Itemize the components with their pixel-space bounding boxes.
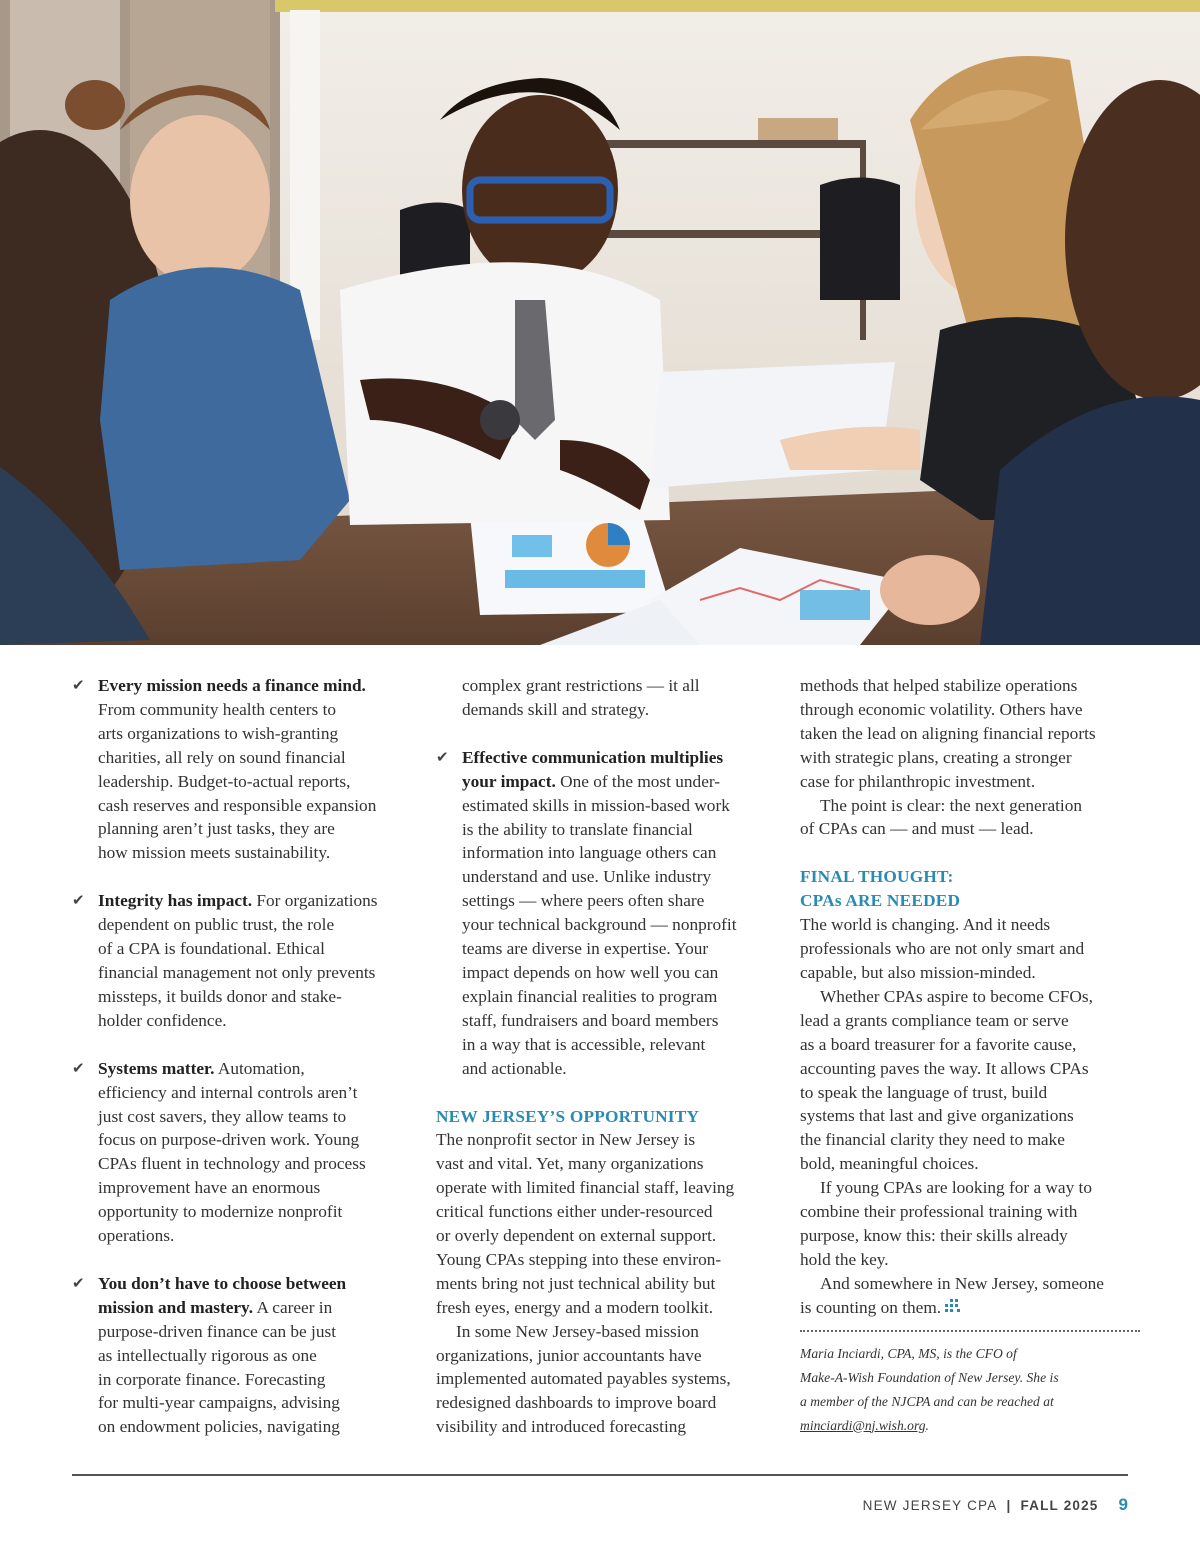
checkmark-icon: ✔	[72, 1058, 85, 1077]
text-line: just cost savers, they allow teams to	[98, 1106, 347, 1126]
text-line: financial management not only prevents	[98, 962, 376, 982]
bullet-title: your impact.	[462, 771, 556, 791]
checkmark-icon: ✔	[72, 676, 85, 694]
bullet-systems	[72, 1057, 412, 1248]
heading-line: FINAL THOUGHT:	[800, 867, 954, 887]
text-line: a member of the NJCPA and can be reached at	[800, 1393, 1054, 1409]
text-line: operate with limited financial staff, leaving	[436, 1178, 735, 1198]
bullet-title: Systems matter.	[98, 1058, 215, 1078]
text-line: and actionable.	[462, 1058, 567, 1078]
text-line: or overly dependent on external support.	[436, 1226, 717, 1246]
text-line: hold the key.	[800, 1249, 889, 1269]
text-line: systems that last and give organizations	[800, 1106, 1074, 1126]
text-line: demands skill and strategy.	[462, 699, 650, 719]
page-footer	[863, 1495, 1128, 1515]
text-line: improvement have an enormous	[98, 1178, 321, 1198]
text-line: capable, but also mission-minded.	[800, 962, 1036, 982]
text-line: explain financial realities to program	[462, 986, 718, 1006]
text-line: Young CPAs stepping into these environ-	[436, 1249, 722, 1269]
section-heading-final-thought	[800, 865, 1140, 913]
text-run: A career in	[253, 1297, 333, 1317]
text-line: efficiency and internal controls aren’t	[98, 1082, 358, 1102]
text-line: Maria Inciardi, CPA, MS, is the CFO of	[800, 1345, 1017, 1361]
issue-label: FALL 2025	[1020, 1497, 1099, 1513]
text-line: estimated skills in mission-based work	[462, 795, 730, 815]
text-line: information into language others can	[462, 843, 717, 863]
text-line: settings — where peers often share	[462, 891, 705, 911]
author-bio	[800, 1342, 1140, 1438]
text-line: methods that helped stabilize operations	[800, 676, 1078, 695]
bullet-title: Effective communication multiplies	[462, 747, 724, 767]
meeting-illustration	[0, 0, 1200, 645]
text-line: how mission meets sustainability.	[98, 843, 331, 863]
text-line: is the ability to translate financial	[462, 819, 693, 839]
dotted-divider	[800, 1330, 1140, 1332]
bullet-title: You don’t have to choose between	[98, 1273, 347, 1293]
text-line: charities, all rely on sound financial	[98, 747, 346, 767]
checkmark-icon: ✔	[72, 891, 85, 910]
text-line: leadership. Budget-to-actual reports,	[98, 771, 351, 791]
text-line: If young CPAs are looking for a way to	[820, 1178, 1092, 1198]
author-email-link[interactable]: minciardi@nj.wish.org	[800, 1417, 926, 1433]
text-line: in corporate finance. Forecasting	[98, 1369, 326, 1389]
text-line: bold, meaningful choices.	[800, 1154, 979, 1174]
text-line: staff, fundraisers and board members	[462, 1010, 719, 1030]
text-line: Make-A-Wish Foundation of New Jersey. She is	[800, 1369, 1059, 1385]
text-line: operations.	[98, 1226, 175, 1246]
paragraph	[436, 1128, 776, 1319]
column-2	[436, 674, 776, 1439]
text-line: vast and vital. Yet, many organizations	[436, 1154, 704, 1174]
text-line: In some New Jersey-based mission	[456, 1321, 699, 1341]
text-run: For organizations	[252, 891, 378, 911]
bullet-communication	[436, 746, 776, 1081]
text-line: planning aren’t just tasks, they are	[98, 819, 335, 839]
section-heading-nj-opportunity: NEW JERSEY’S OPPORTUNITY	[436, 1106, 700, 1126]
bullet-every-mission	[72, 674, 412, 865]
paragraph	[800, 1176, 1140, 1272]
text-line: implemented automated payables systems,	[436, 1369, 731, 1389]
text-line: focus on purpose-driven work. Young	[98, 1130, 360, 1150]
text-line: professionals who are not only smart and	[800, 939, 1085, 959]
text-line: the financial clarity they need to make	[800, 1130, 1065, 1150]
page-number: 9	[1118, 1495, 1128, 1514]
text-line: redesigned dashboards to improve board	[436, 1393, 717, 1413]
end-of-article-mark-icon	[945, 1299, 960, 1314]
text-line: accounting paves the way. It allows CPAs	[800, 1058, 1089, 1078]
bullet-title: mission and mastery.	[98, 1297, 254, 1317]
text-line: as intellectually rigorous as one	[98, 1345, 317, 1365]
text-line: Whether CPAs aspire to become CFOs,	[820, 986, 1093, 1006]
paragraph	[800, 913, 1140, 985]
text-line: your technical background — nonprofit	[462, 915, 737, 935]
text-line: cash reserves and responsible expansion	[98, 795, 377, 815]
heading-line: CPAs ARE NEEDED	[800, 891, 961, 911]
text-line: visibility and introduced forecasting	[436, 1417, 687, 1437]
text-line: with strategic plans, creating a stronger	[800, 747, 1072, 767]
text-run: Automation,	[214, 1058, 305, 1078]
column-3	[800, 674, 1140, 1438]
text-line: From community health centers to	[98, 699, 337, 719]
text-line: And somewhere in New Jersey, someone	[820, 1273, 1104, 1293]
text-line: critical functions either under-resourced	[436, 1202, 713, 1222]
footer-rule	[72, 1474, 1128, 1476]
paragraph	[436, 1320, 776, 1440]
text-line: The point is clear: the next generation	[820, 795, 1083, 815]
paragraph	[800, 674, 1140, 794]
text-line: complex grant restrictions — it all	[462, 676, 700, 695]
checkmark-icon: ✔	[436, 747, 449, 766]
text-line: arts organizations to wish-granting	[98, 723, 339, 743]
text-line: The nonprofit sector in New Jersey is	[436, 1130, 696, 1150]
text-line: organizations, junior accountants have	[436, 1345, 702, 1365]
checkmark-icon: ✔	[72, 1273, 85, 1292]
text-line: taken the lead on aligning financial reports	[800, 723, 1096, 743]
bullet-title: Every mission needs a finance mind.	[98, 676, 366, 695]
paragraph	[800, 794, 1140, 842]
text-line: impact depends on how well you can	[462, 962, 719, 982]
text-line: to speak the language of trust, build	[800, 1082, 1048, 1102]
text-line: case for philanthropic investment.	[800, 771, 1036, 791]
text-line: opportunity to modernize nonprofit	[98, 1202, 343, 1222]
text-line: on endowment policies, navigating	[98, 1417, 340, 1437]
text-line: as a board treasurer for a favorite cause,	[800, 1034, 1077, 1054]
bullet-continuation	[436, 674, 776, 722]
text-line: combine their professional training with	[800, 1202, 1078, 1222]
text-run: .	[925, 1417, 929, 1433]
text-line: purpose-driven finance can be just	[98, 1321, 337, 1341]
text-line: The world is changing. And it needs	[800, 915, 1051, 935]
text-line: ments bring not just technical ability but	[436, 1273, 716, 1293]
text-line: holder confidence.	[98, 1010, 227, 1030]
text-line: lead a grants compliance team or serve	[800, 1010, 1069, 1030]
magazine-name: NEW JERSEY CPA	[862, 1497, 998, 1513]
text-line: of CPAs can — and must — lead.	[800, 819, 1034, 839]
paragraph	[800, 985, 1140, 1176]
text-line: through economic volatility. Others have	[800, 699, 1083, 719]
footer-separator: |	[1006, 1497, 1012, 1513]
text-line: missteps, it builds donor and stake-	[98, 986, 342, 1006]
hero-photo	[0, 0, 1200, 645]
text-run: One of the most under-	[555, 771, 721, 791]
text-line: is counting on them.	[800, 1297, 942, 1317]
bullet-title: Integrity has impact.	[98, 891, 253, 911]
text-line: for multi-year campaigns, advising	[98, 1393, 340, 1413]
text-line: dependent on public trust, the role	[98, 915, 335, 935]
column-1	[72, 674, 412, 1439]
text-line: CPAs fluent in technology and process	[98, 1154, 366, 1174]
text-line: of a CPA is foundational. Ethical	[98, 939, 325, 959]
text-line: fresh eyes, energy and a modern toolkit.	[436, 1297, 714, 1317]
bullet-mission-mastery	[72, 1272, 412, 1439]
text-line: in a way that is accessible, relevant	[462, 1034, 706, 1054]
text-line: understand and use. Unlike industry	[462, 867, 712, 887]
text-line: purpose, know this: their skills already	[800, 1225, 1068, 1245]
paragraph	[800, 1272, 1140, 1320]
text-line: teams are diverse in expertise. Your	[462, 939, 709, 959]
bullet-integrity	[72, 889, 412, 1032]
